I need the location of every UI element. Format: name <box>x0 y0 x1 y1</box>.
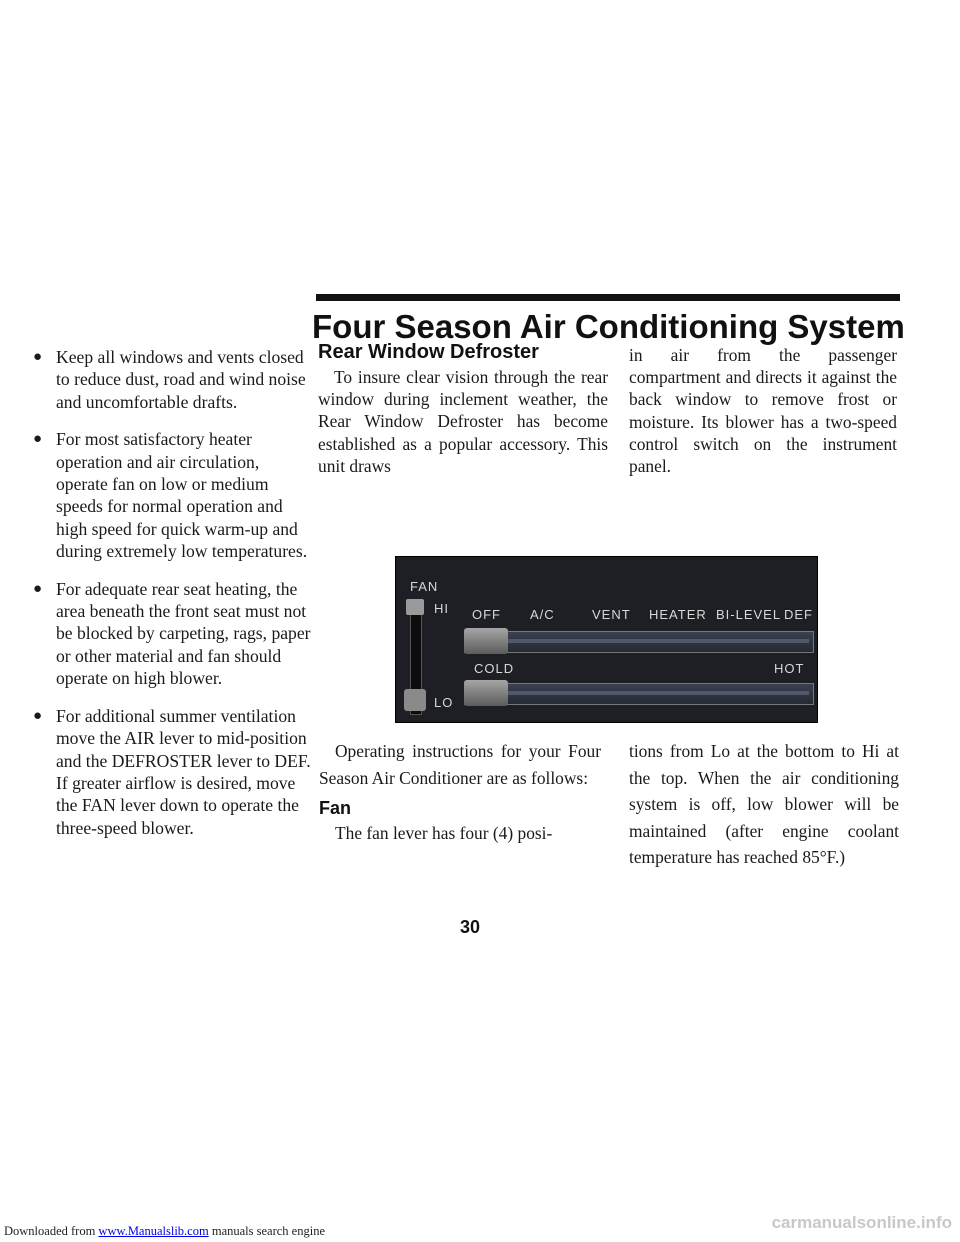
bullet-dot: ● <box>33 707 43 724</box>
section-title: Four Season Air Conditioning System <box>312 308 905 345</box>
temp-hot-label: HOT <box>774 661 805 676</box>
fan-switch-icon <box>406 599 424 615</box>
mode-bilevel-label: BI-LEVEL <box>716 607 782 622</box>
footer-prefix: Downloaded from <box>4 1224 99 1238</box>
watermark: carmanualsonline.info <box>771 1213 952 1232</box>
mode-ac-label: A/C <box>530 607 555 622</box>
bullet-text: For additional summer ventilation move the AIR lever to mid-position and the DEFROSTER lever to DEF. If greater airflow is desired, move the FAN lever down to operate the three-speed blower. <box>56 705 311 838</box>
list-item <box>30 428 312 562</box>
rear-window-section <box>318 341 608 477</box>
mode-vent-label: VENT <box>592 607 631 622</box>
mode-lever-track <box>464 631 814 653</box>
bullet-list <box>30 346 312 854</box>
manualslib-link[interactable]: www.Manualslib.com <box>98 1224 209 1238</box>
temp-lever-knob <box>464 680 508 706</box>
list-item <box>30 705 312 839</box>
rear-window-heading: Rear Window Defroster <box>318 341 539 363</box>
bullet-text: For most satisfactory heater operation and air circulation, operate fan on low or medium speeds for normal operation and high speed for quick warm-up and during extremely low temperatures. <box>56 429 308 562</box>
fan-heading: Fan <box>319 798 352 819</box>
bullet-dot: ● <box>33 580 43 597</box>
bullet-dot: ● <box>33 349 43 365</box>
fan-hi-label: HI <box>434 601 449 616</box>
operating-intro: Operating instructions for your Four Season Air Conditioner are as follows: <box>319 741 601 788</box>
download-footer <box>4 1224 325 1239</box>
footer-suffix: manuals search engine <box>208 1224 325 1238</box>
temp-cold-label: COLD <box>474 661 515 676</box>
track-groove <box>469 639 809 643</box>
rear-window-text-continued: in air from the passenger compartment and directs it against the back window to remove frost or moisture. Its blower has a two-speed control switch on the instrument panel. <box>629 345 897 477</box>
mode-lever-knob <box>464 628 508 654</box>
mode-heater-label: HEATER <box>649 607 707 622</box>
temp-lever-track <box>464 683 814 705</box>
bullet-text: Keep all windows and vents closed to reduce dust, road and wind noise and uncomfortable drafts. <box>56 347 306 412</box>
mode-off-label: OFF <box>472 607 501 622</box>
mode-def-label: DEF <box>784 607 813 622</box>
bullet-dot: ● <box>33 431 43 448</box>
fan-text-continued: tions from Lo at the bottom to Hi at the top. When the air conditioning system is off, low blower will be maintained (after engine coolant temperature has reached 85°F.) <box>629 741 899 868</box>
page-number: 30 <box>460 917 481 937</box>
fan-text: The fan lever has four (4) posi- <box>335 823 553 844</box>
list-item <box>30 578 312 690</box>
climate-control-panel-image <box>395 556 818 723</box>
rear-window-text: To insure clear vision through the rear window during inclement weather, the Rear Window Defroster has become established as a popular accessory. This unit draws <box>318 367 608 476</box>
section-divider <box>316 294 900 301</box>
bullet-text: For adequate rear seat heating, the area beneath the front seat must not be blocked by carpeting, rags, paper or other material and fan should operate on high blower. <box>56 578 311 689</box>
fan-lo-label: LO <box>434 695 454 710</box>
track-groove <box>469 691 809 695</box>
fan-lever-knob <box>404 689 426 711</box>
operating-instructions <box>319 738 601 847</box>
list-item <box>30 346 312 413</box>
fan-label: FAN <box>410 579 439 594</box>
